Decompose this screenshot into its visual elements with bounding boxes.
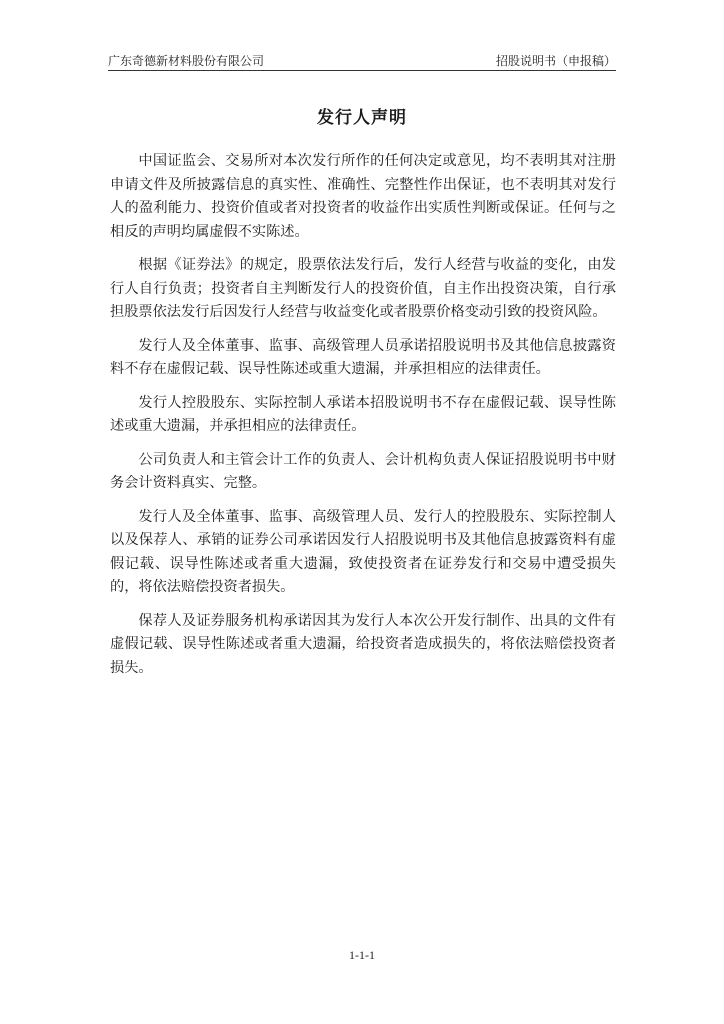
paragraph: 中国证监会、交易所对本次发行所作的任何决定或意见，均不表明其对注册申请文件及所披露信息的真实性、准确性、完整性作出保证，也不表明其对发行人的盈利能力、投资价值或者对投资者的收益作出实质性判断或保证。任何与之相反的声明均属虚假不实陈述。 [110,153,616,240]
paragraph: 发行人控股股东、实际控制人承诺本招股说明书不存在虚假记载、误导性陈述或重大遗漏，并承担相应的法律责任。 [110,394,616,434]
paragraph: 根据《证券法》的规定，股票依法发行后，发行人经营与收益的变化，由发行人自行负责；投资者自主判断发行人的投资价值，自主作出投资决策，自行承担股票依法发行后因发行人经营与收益变化或者股票价格变动引致的投资风险。 [110,257,616,320]
paragraph: 发行人及全体董事、监事、高级管理人员、发行人的控股股东、实际控制人以及保荐人、承销的证券公司承诺因发行人招股说明书及其他信息披露资料有虚假记载、误导性陈述或者重大遗漏，致使投资者在证券发行和交易中遭受损失的，将依法赔偿投资者损失。 [110,508,616,595]
paragraph: 公司负责人和主管会计工作的负责人、会计机构负责人保证招股说明书中财务会计资料真实、完整。 [110,451,616,491]
page-header [108,50,616,70]
paragraph: 发行人及全体董事、监事、高级管理人员承诺招股说明书及其他信息披露资料不存在虚假记载、误导性陈述或重大遗漏，并承担相应的法律责任。 [110,337,616,377]
header-divider [108,70,616,71]
statement-body [110,150,616,690]
paragraph: 保荐人及证券服务机构承诺因其为发行人本次公开发行制作、出具的文件有虚假记载、误导性陈述或者重大遗漏，给投资者造成损失的，将依法赔偿投资者损失。 [110,612,616,676]
company-name: 广东奇德新材料股份有限公司 [108,54,265,68]
page-title: 发行人声明 [317,108,407,128]
document-type: 招股说明书（申报稿） [495,54,616,68]
page-number: 1-1-1 [349,948,375,962]
